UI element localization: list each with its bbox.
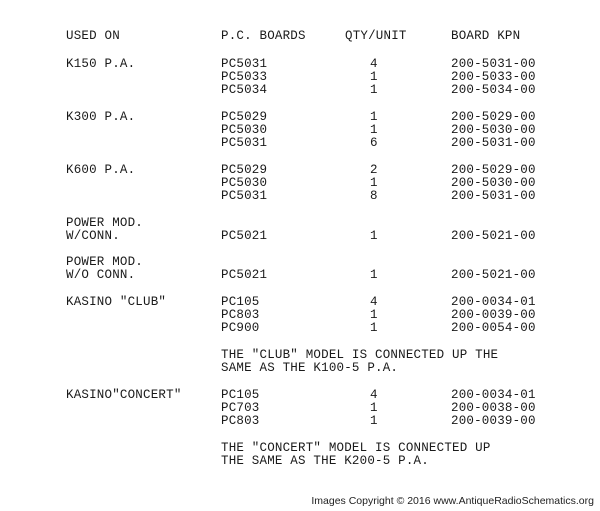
copyright-notice: Images Copyright © 2016 www.AntiqueRadioSchematics.org — [311, 495, 594, 507]
board-cell: PC5030 — [221, 176, 268, 190]
qty-cell: 1 — [370, 308, 378, 322]
qty-cell: 8 — [370, 189, 378, 203]
board-cell: PC703 — [221, 401, 260, 415]
header-used-on: USED ON — [66, 29, 120, 43]
board-cell: PC5021 — [221, 229, 268, 243]
kpn-cell: 200-0034-01 — [451, 295, 536, 309]
header-qty-unit: QTY/UNIT — [345, 29, 407, 43]
used-on-label: W/CONN. — [66, 229, 120, 243]
qty-cell: 4 — [370, 295, 378, 309]
kpn-cell: 200-5029-00 — [451, 163, 536, 177]
kpn-cell: 200-5029-00 — [451, 110, 536, 124]
concert-note-line: THE SAME AS THE K200-5 P.A. — [221, 454, 429, 468]
qty-cell: 1 — [370, 414, 378, 428]
board-cell: PC5031 — [221, 136, 268, 150]
qty-cell: 1 — [370, 229, 378, 243]
qty-cell: 6 — [370, 136, 378, 150]
board-cell: PC5031 — [221, 189, 268, 203]
header-pc-boards: P.C. BOARDS — [221, 29, 306, 43]
board-cell: PC105 — [221, 388, 260, 402]
qty-cell: 1 — [370, 70, 378, 84]
used-on-label: KASINO "CLUB" — [66, 295, 167, 309]
board-cell: PC900 — [221, 321, 260, 335]
kpn-cell: 200-0039-00 — [451, 414, 536, 428]
qty-cell: 1 — [370, 83, 378, 97]
kpn-cell: 200-5031-00 — [451, 57, 536, 71]
club-note-line: THE "CLUB" MODEL IS CONNECTED UP THE — [221, 348, 499, 362]
board-cell: PC5031 — [221, 57, 268, 71]
board-cell: PC5033 — [221, 70, 268, 84]
kpn-cell: 200-5030-00 — [451, 176, 536, 190]
used-on-label: POWER MOD. — [66, 216, 144, 230]
qty-cell: 2 — [370, 163, 378, 177]
kpn-cell: 200-5030-00 — [451, 123, 536, 137]
kpn-cell: 200-5031-00 — [451, 136, 536, 150]
qty-cell: 1 — [370, 268, 378, 282]
board-cell: PC5021 — [221, 268, 268, 282]
qty-cell: 1 — [370, 123, 378, 137]
board-cell: PC803 — [221, 308, 260, 322]
board-cell: PC5034 — [221, 83, 268, 97]
used-on-label: POWER MOD. — [66, 255, 144, 269]
board-cell: PC5029 — [221, 163, 268, 177]
qty-cell: 1 — [370, 321, 378, 335]
used-on-label: K300 P.A. — [66, 110, 136, 124]
board-cell: PC803 — [221, 414, 260, 428]
club-note-line: SAME AS THE K100-5 P.A. — [221, 361, 399, 375]
qty-cell: 1 — [370, 110, 378, 124]
kpn-cell: 200-0054-00 — [451, 321, 536, 335]
board-cell: PC5029 — [221, 110, 268, 124]
kpn-cell: 200-5033-00 — [451, 70, 536, 84]
used-on-label: K150 P.A. — [66, 57, 136, 71]
kpn-cell: 200-5021-00 — [451, 268, 536, 282]
qty-cell: 1 — [370, 176, 378, 190]
board-cell: PC105 — [221, 295, 260, 309]
kpn-cell: 200-0039-00 — [451, 308, 536, 322]
board-cell: PC5030 — [221, 123, 268, 137]
used-on-label: W/O CONN. — [66, 268, 136, 282]
used-on-label: KASINO"CONCERT" — [66, 388, 182, 402]
kpn-cell: 200-5021-00 — [451, 229, 536, 243]
kpn-cell: 200-5031-00 — [451, 189, 536, 203]
header-board-kpn: BOARD KPN — [451, 29, 521, 43]
used-on-label: K600 P.A. — [66, 163, 136, 177]
qty-cell: 4 — [370, 57, 378, 71]
kpn-cell: 200-5034-00 — [451, 83, 536, 97]
qty-cell: 4 — [370, 388, 378, 402]
qty-cell: 1 — [370, 401, 378, 415]
kpn-cell: 200-0038-00 — [451, 401, 536, 415]
concert-note-line: THE "CONCERT" MODEL IS CONNECTED UP — [221, 441, 491, 455]
kpn-cell: 200-0034-01 — [451, 388, 536, 402]
